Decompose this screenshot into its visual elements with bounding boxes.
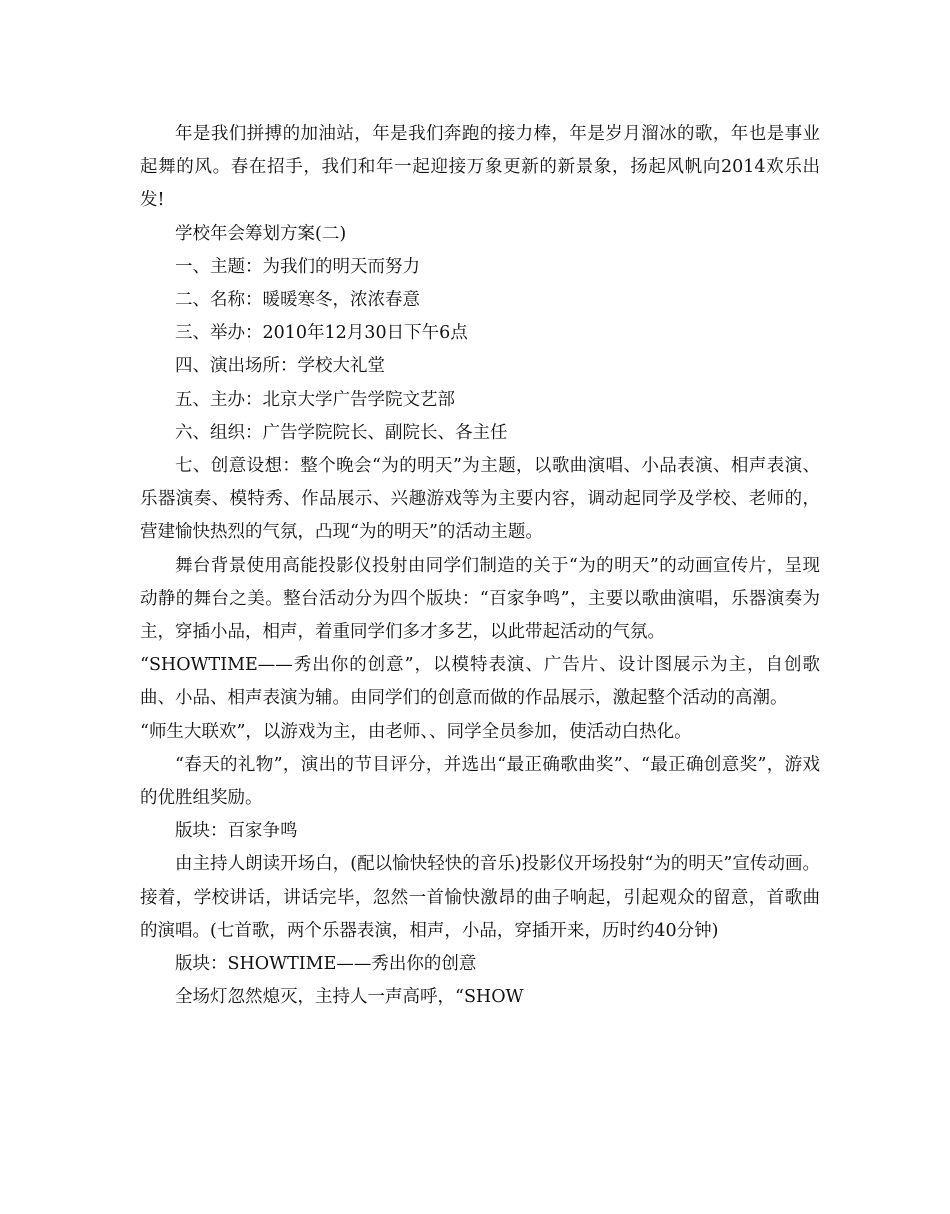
paragraph-block-2: 全场灯忽然熄灭，主持人一声高呼，“SHOW — [175, 987, 524, 1008]
block-title-1: 版块：百家争鸣 — [175, 821, 298, 842]
item-host: 五、主办：北京大学广告学院文艺部 — [175, 389, 455, 410]
item-concept: 七、创意设想：整个晚会“为的明天”为主题，以歌曲演唱、小品表演、相声表演、乐器演奏、模特秀、作品展示、兴趣游戏等为主要内容，调动起同学及学校、老师的，营建愉快热烈的气氛，凸现“为的明天”的活动主题。 — [140, 456, 820, 543]
paragraph-block-1: 由主持人朗读开场白，(配以愉快轻快的音乐)投影仪开场投射“为的明天”宣传动画。接着，学校讲话，讲话完毕，忽然一首愉快激昂的曲子响起，引起观众的留意，首歌曲的演唱。(七首歌，两个乐器表演，相声，小品，穿插开来，历时约40分钟) — [140, 854, 820, 941]
paragraph-teacher-student: “师生大联欢”，以游戏为主，由老师、、同学全员参加，使活动白热化。 — [140, 721, 692, 742]
item-theme: 一、主题：为我们的明天而努力 — [175, 256, 420, 277]
paragraph-spring-gift: “春天的礼物”，演出的节目评分，并选出“最正确歌曲奖”、“最正确创意奖”，游戏的优胜组奖励。 — [140, 754, 820, 809]
document-body — [140, 118, 820, 1014]
paragraph-intro: 年是我们拼搏的加油站，年是我们奔跑的接力棒，年是岁月溜冰的歌，年也是事业起舞的风。春在招手，我们和年一起迎接万象更新的新景象，扬起风帆向2014欢乐出发! — [140, 124, 820, 211]
item-time: 三、举办：2010年12月30日下午6点 — [175, 323, 468, 344]
paragraph-stage: 舞台背景使用高能投影仪投射由同学们制造的关于“为的明天”的动画宣传片，呈现动静的舞台之美。整台活动分为四个版块：“百家争鸣”，主要以歌曲演唱，乐器演奏为主，穿插小品，相声，着重同学们多才多艺，以此带起活动的气氛。 — [140, 555, 820, 643]
section-title: 学校年会筹划方案(二) — [175, 223, 347, 244]
item-organizer: 六、组织：广告学院院长、副院长、各主任 — [175, 422, 508, 443]
block-title-2: 版块：SHOWTIME——秀出你的创意 — [175, 954, 477, 975]
paragraph-showtime: “SHOWTIME——秀出你的创意”，以模特表演、广告片、设计图展示为主，自创歌曲、小品、相声表演为辅。由同学们的创意而做的作品展示，激起整个活动的高潮。 — [140, 655, 820, 709]
item-venue: 四、演出场所：学校大礼堂 — [175, 356, 385, 377]
item-name: 二、名称：暖暖寒冬，浓浓春意 — [175, 290, 420, 311]
